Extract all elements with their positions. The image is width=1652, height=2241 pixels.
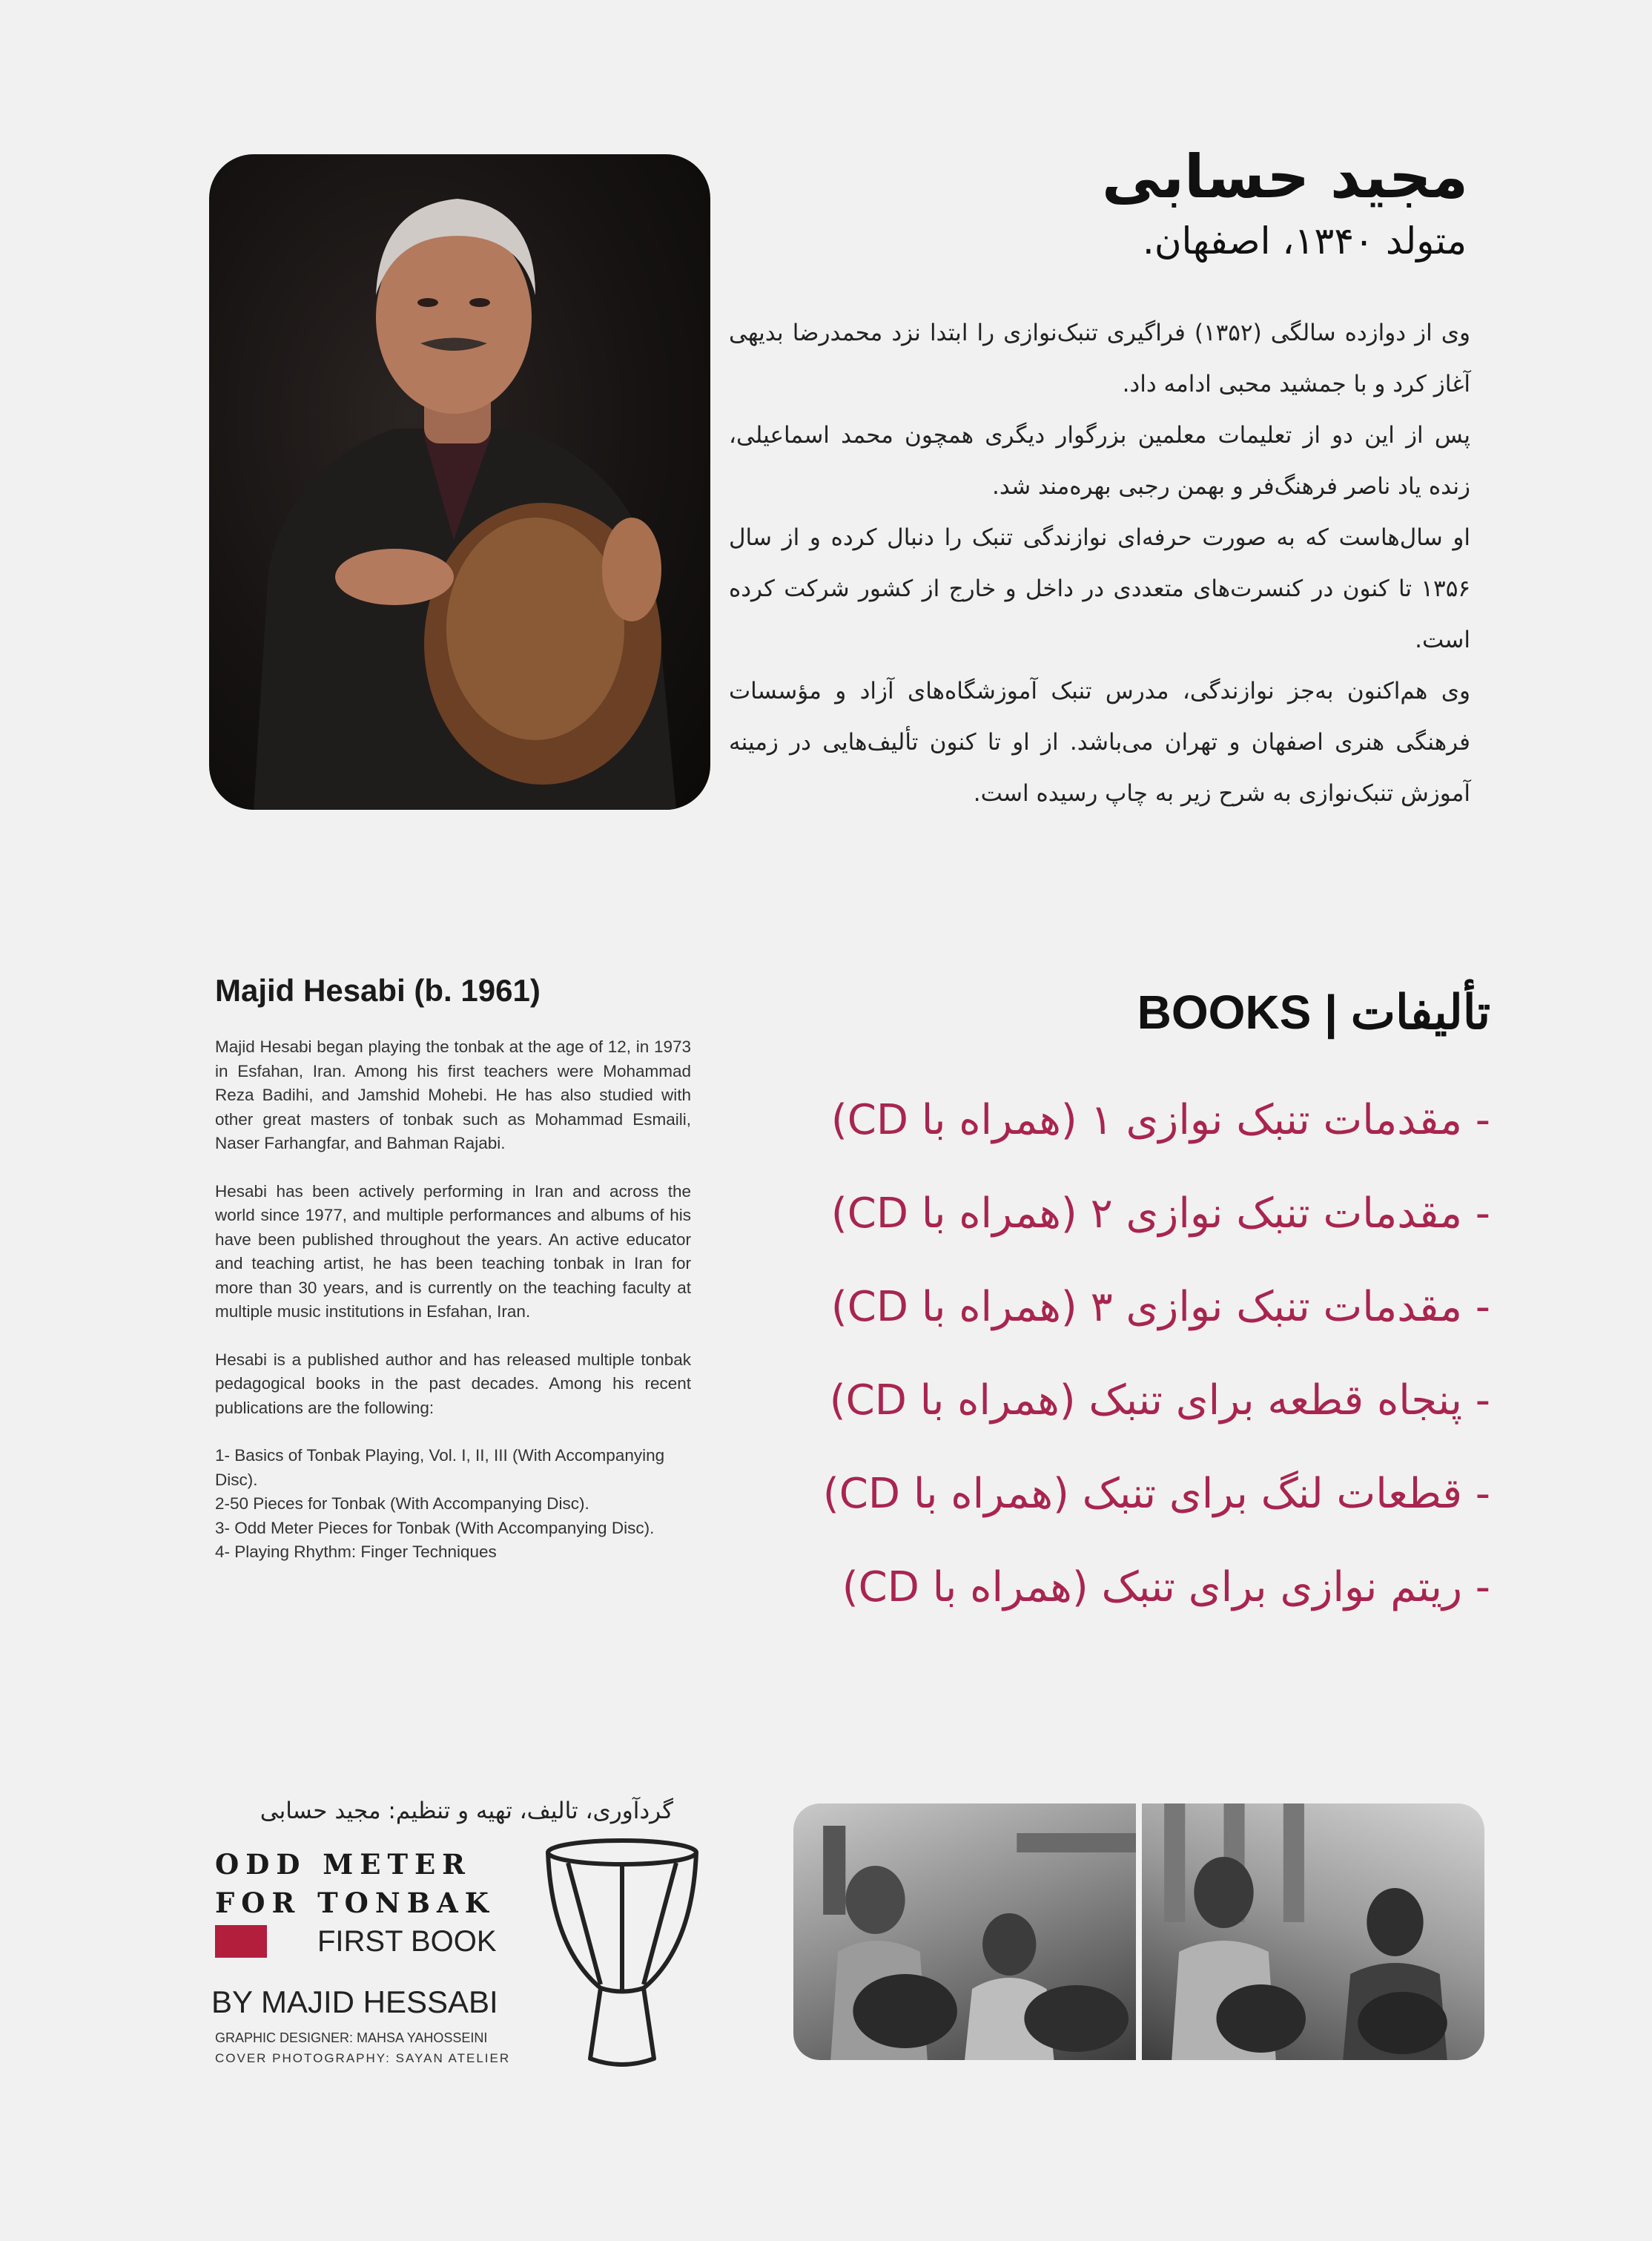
- book-item: - مقدمات تنبک نوازی ۱ (همراه با CD): [830, 1096, 1490, 1144]
- accent-block: [215, 1925, 267, 1958]
- series-title: [215, 1845, 512, 1922]
- bio-en: [215, 1035, 691, 1565]
- book-item: - پنجاه قطعه برای تنبک (همراه با CD): [829, 1376, 1490, 1425]
- author-portrait: [209, 154, 710, 810]
- bio-fa-paragraph: پس از این دو از تعلیمات معلمین بزرگوار دیگری همچون محمد اسماعیلی، زنده یاد ناصر فرهنگ‌فر و بهمن رجبی بهره‌مند شد.: [729, 422, 1470, 500]
- credit-fa: گردآوری، تالیف، تهیه و تنظیم: مجید حسابی: [260, 1798, 673, 1824]
- author-name-en: Majid Hesabi (b. 1961): [215, 973, 541, 1008]
- graphic-designer-credit: GRAPHIC DESIGNER: MAHSA YAHOSSEINI: [215, 2030, 488, 2045]
- series-title-line: ODD METER: [215, 1848, 472, 1881]
- bio-en-paragraph: Hesabi is a published author and has released multiple tonbak pedagogical books in the past decades. Among his recent publications are the following:: [215, 1350, 691, 1417]
- publication-item: 3- Odd Meter Pieces for Tonbak (With Accompanying Disc).: [215, 1518, 655, 1537]
- bio-fa-paragraph: او سال‌هاست که به صورت حرفه‌ای نوازندگی تنبک را دنبال کرده و از سال ۱۳۵۶ تا کنون در کنسرت‌های متعددی در داخل و خارج از کشور شرکت کرده است.: [729, 524, 1470, 653]
- publications-list: [215, 1444, 691, 1565]
- bio-fa: [729, 308, 1470, 819]
- photo-illustration: [793, 1803, 1136, 2060]
- book-item: - ریتم نوازی برای تنبک (همراه با CD): [842, 1563, 1490, 1611]
- bio-en-paragraph: Majid Hesabi began playing the tonbak at the age of 12, in 1973 in Esfahan, Iran. Among his first teachers were Mohammad Reza Badihi, and Jamshid Mohebi. He has also studied with other great masters of tonbak such as Mohammad Esmaili, Naser Farhangfar, and Bahman Rajabi.: [215, 1037, 691, 1152]
- publication-item: 1- Basics of Tonbak Playing, Vol. I, II, III (With Accompanying Disc).: [215, 1446, 665, 1489]
- book-item: - مقدمات تنبک نوازی ۲ (همراه با CD): [830, 1189, 1490, 1238]
- cover-photography-credit: COVER PHOTOGRAPHY: SAYAN ATELIER: [215, 2051, 511, 2065]
- book-item: - مقدمات تنبک نوازی ۳ (همراه با CD): [830, 1283, 1490, 1331]
- historic-photo-strip: [793, 1803, 1484, 2060]
- bio-fa-paragraph: وی از دوازده سالگی (۱۳۵۲) فراگیری تنبک‌نوازی را ابتدا نزد محمدرضا بدیهی آغاز کرد و با جمشید محبی ادامه داد.: [729, 320, 1470, 397]
- publication-item: 2-50 Pieces for Tonbak (With Accompanying Disc).: [215, 1494, 589, 1513]
- author-name-fa: مجید حسابی: [1102, 142, 1468, 211]
- bio-en-paragraph: Hesabi has been actively performing in Iran and across the world since 1977, and multiple performances and albums of his have been published throughout the years. An active educator and teaching artist, he has been teaching tonbak in Iran for more than 30 years, and is currently on the teaching faculty at multiple music institutions in Esfahan, Iran.: [215, 1181, 691, 1321]
- books-list: [749, 1074, 1490, 1634]
- portrait-illustration: [209, 154, 710, 810]
- publication-item: 4- Playing Rhythm: Finger Techniques: [215, 1542, 497, 1561]
- book-item: - قطعات لنگ برای تنبک (همراه با CD): [822, 1470, 1490, 1518]
- first-book-label: FIRST BOOK: [317, 1925, 497, 1958]
- bio-fa-paragraph: وی هم‌اکنون به‌جز نوازندگی، مدرس تنبک آموزشگاه‌های آزاد و مؤسسات فرهنگی هنری اصفهان و تهران می‌باشد. از او تا کنون تألیف‌هایی در زمینه آموزش تنبک‌نوازی به شرح زیر به چاپ رسیده است.: [729, 678, 1470, 807]
- historic-photo: [1142, 1803, 1484, 2060]
- historic-photo: [793, 1803, 1136, 2060]
- author-birth-fa: متولد ۱۳۴۰، اصفهان.: [1142, 220, 1467, 263]
- photo-illustration: [1142, 1803, 1484, 2060]
- series-title-line: FOR TONBAK: [215, 1887, 495, 1919]
- by-author: BY MAJID HESSABI: [211, 1984, 498, 2019]
- tonbak-drum-icon: [540, 1836, 704, 2073]
- books-heading: BOOKS | تألیفات: [1137, 986, 1490, 1039]
